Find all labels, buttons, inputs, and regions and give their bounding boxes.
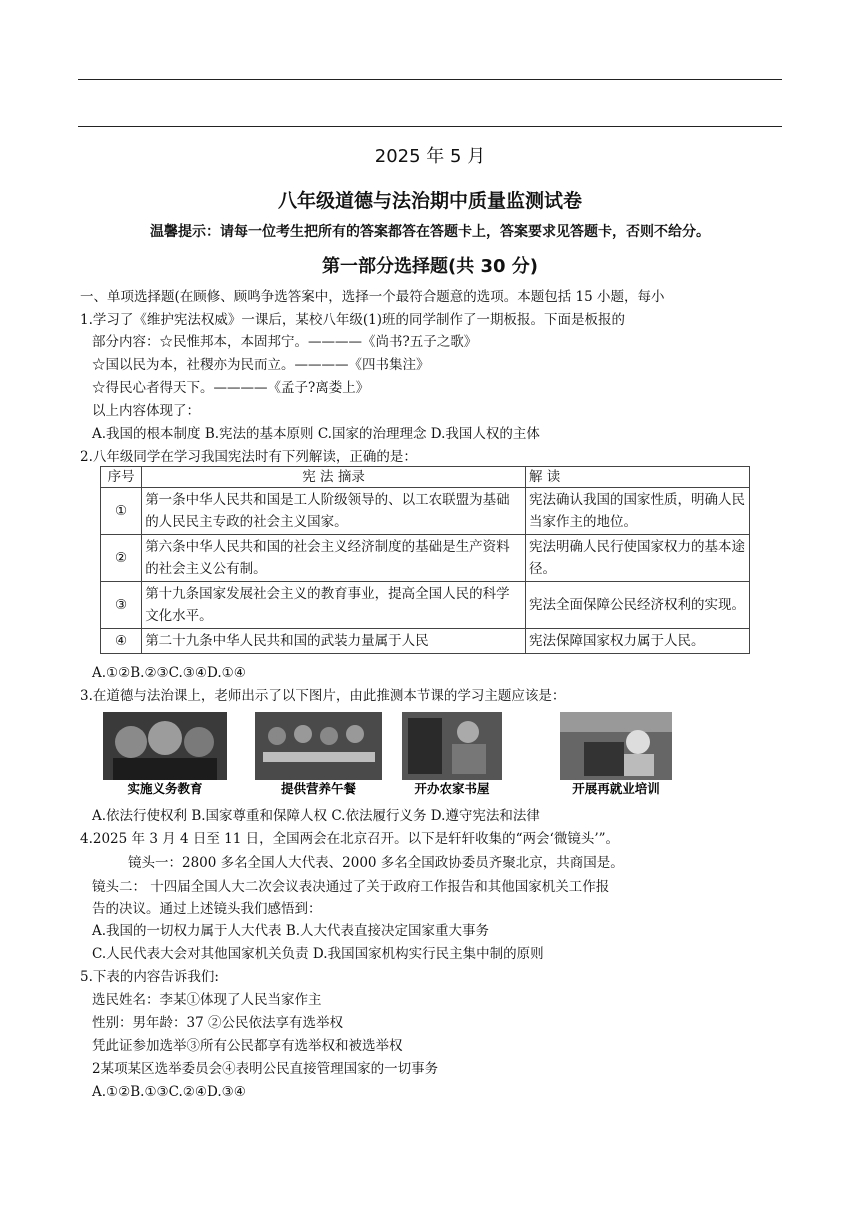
students-photo-icon bbox=[103, 712, 227, 780]
exam-title: 八年级道德与法治期中质量监测试卷 bbox=[277, 190, 582, 212]
caption-3: 开办农家书屋 bbox=[402, 780, 502, 798]
row-number: ① bbox=[101, 488, 142, 535]
q4-lens-2: 镜头二： 十四届全国人大二次会议表决通过了关于政府工作报告和其他国家机关工作报 bbox=[92, 879, 610, 895]
section-instruction: 一、单项选择题(在顾修、顾鸣争选答案中，选择一个最符合题意的选项。本题包括 15 小题，每小 bbox=[80, 289, 665, 305]
row-number: ④ bbox=[101, 629, 142, 654]
q1-quote-1: 部分内容：☆民惟邦本，本固邦宁。————《尚书?五子之歌》 bbox=[92, 334, 478, 350]
q3-stem: 3.在道德与法治课上，老师出示了以下图片，由此推测本节课的学习主题应该是： bbox=[80, 688, 566, 704]
table-row bbox=[101, 582, 750, 629]
q1-prompt: 以上内容体现了： bbox=[92, 403, 200, 419]
q2-options: A.①②B.②③C.③④D.①④ bbox=[92, 665, 246, 681]
photo-reemployment-training bbox=[560, 712, 672, 798]
exam-tip: 温馨提示：请每一位考生把所有的答案都答在答题卡上，答案要求见答题卡，否则不给分。 bbox=[150, 224, 710, 240]
row-excerpt: 第一条中华人民共和国是工人阶级领导的、以工农联盟为基础的人民民主专政的社会主义国家。 bbox=[142, 488, 526, 535]
photo-compulsory-education bbox=[103, 712, 227, 798]
row-excerpt: 第二十九条中华人民共和国的武装力量属于人民 bbox=[142, 629, 526, 654]
top-rule bbox=[78, 79, 782, 80]
q5-line-1: 选民姓名：李某①体现了人民当家作主 bbox=[92, 992, 322, 1008]
table-header-row bbox=[101, 467, 750, 488]
q4-lens-2-cont: 告的决议。通过上述镜头我们感悟到： bbox=[92, 901, 322, 917]
q5-line-2: 性别：男年龄：37 ②公民依法享有选举权 bbox=[92, 1015, 343, 1031]
row-number: ③ bbox=[101, 582, 142, 629]
q1-stem: 1.学习了《维护宪法权威》一课后，某校八年级(1)班的同学制作了一期板报。下面是板报的 bbox=[80, 312, 626, 328]
q1-quote-2: ☆国以民为本，社稷亦为民而立。————《四书集注》 bbox=[92, 357, 430, 373]
part-heading: 第一部分选择题(共 30 分) bbox=[321, 256, 539, 277]
q5-line-4: 2某项某区选举委员会④表明公民直接管理国家的一切事务 bbox=[92, 1061, 439, 1077]
q1-quote-3: ☆得民心者得天下。————《孟子?离娄上》 bbox=[92, 380, 370, 396]
header-excerpt: 宪 法 摘录 bbox=[142, 467, 526, 488]
constitution-table bbox=[100, 466, 750, 654]
row-reading: 宪法保障国家权力属于人民。 bbox=[525, 629, 749, 654]
second-rule bbox=[78, 126, 782, 127]
q4-lens-1: 镜头一：2800 多名全国人大代表、2000 多名全国政协委员齐聚北京，共商国是。 bbox=[128, 855, 624, 871]
lunch-photo-icon bbox=[255, 712, 382, 780]
row-excerpt: 第六条中华人民共和国的社会主义经济制度的基础是生产资料的社会主义公有制。 bbox=[142, 535, 526, 582]
caption-1: 实施义务教育 bbox=[103, 780, 227, 798]
header-reading: 解 读 bbox=[525, 467, 749, 488]
exam-date: 2025 年 5 月 bbox=[374, 146, 486, 167]
photo-nutrition-lunch bbox=[255, 712, 382, 798]
caption-4: 开展再就业培训 bbox=[560, 780, 672, 798]
row-reading: 宪法全面保障公民经济权利的实现。 bbox=[525, 582, 749, 629]
photo-rural-library bbox=[402, 712, 502, 798]
caption-2: 提供营养午餐 bbox=[255, 780, 382, 798]
q4-options-cd: C.人民代表大会对其他国家机关负责 D.我国国家机构实行民主集中制的原则 bbox=[92, 946, 544, 962]
row-reading: 宪法确认我国的国家性质，明确人民当家作主的地位。 bbox=[525, 488, 749, 535]
q5-line-3: 凭此证参加选举③所有公民都享有选举权和被选举权 bbox=[92, 1038, 403, 1054]
row-reading: 宪法明确人民行使国家权力的基本途径。 bbox=[525, 535, 749, 582]
header-number: 序号 bbox=[101, 467, 142, 488]
table-row bbox=[101, 629, 750, 654]
table-row bbox=[101, 488, 750, 535]
q4-stem: 4.2025 年 3 月 4 日至 11 日，全国两会在北京召开。以下是轩轩收集的“两会‘微镜头’”。 bbox=[80, 831, 620, 847]
row-number: ② bbox=[101, 535, 142, 582]
q2-stem: 2.八年级同学在学习我国宪法时有下列解读，正确的是： bbox=[80, 449, 417, 465]
q1-options: A.我国的根本制度 B.宪法的基本原则 C.国家的治理理念 D.我国人权的主体 bbox=[92, 426, 540, 442]
q5-options: A.①②B.①③C.②④D.③④ bbox=[92, 1084, 246, 1100]
library-photo-icon bbox=[402, 712, 502, 780]
q5-stem: 5.下表的内容告诉我们: bbox=[80, 969, 219, 985]
table-row bbox=[101, 535, 750, 582]
q3-options: A.依法行使权利 B.国家尊重和保障人权 C.依法履行义务 D.遵守宪法和法律 bbox=[92, 808, 540, 824]
q4-options-ab: A.我国的一切权力属于人大代表 B.人大代表直接决定国家重大事务 bbox=[92, 923, 490, 939]
training-photo-icon bbox=[560, 712, 672, 780]
row-excerpt: 第十九条国家发展社会主义的教育事业，提高全国人民的科学文化水平。 bbox=[142, 582, 526, 629]
